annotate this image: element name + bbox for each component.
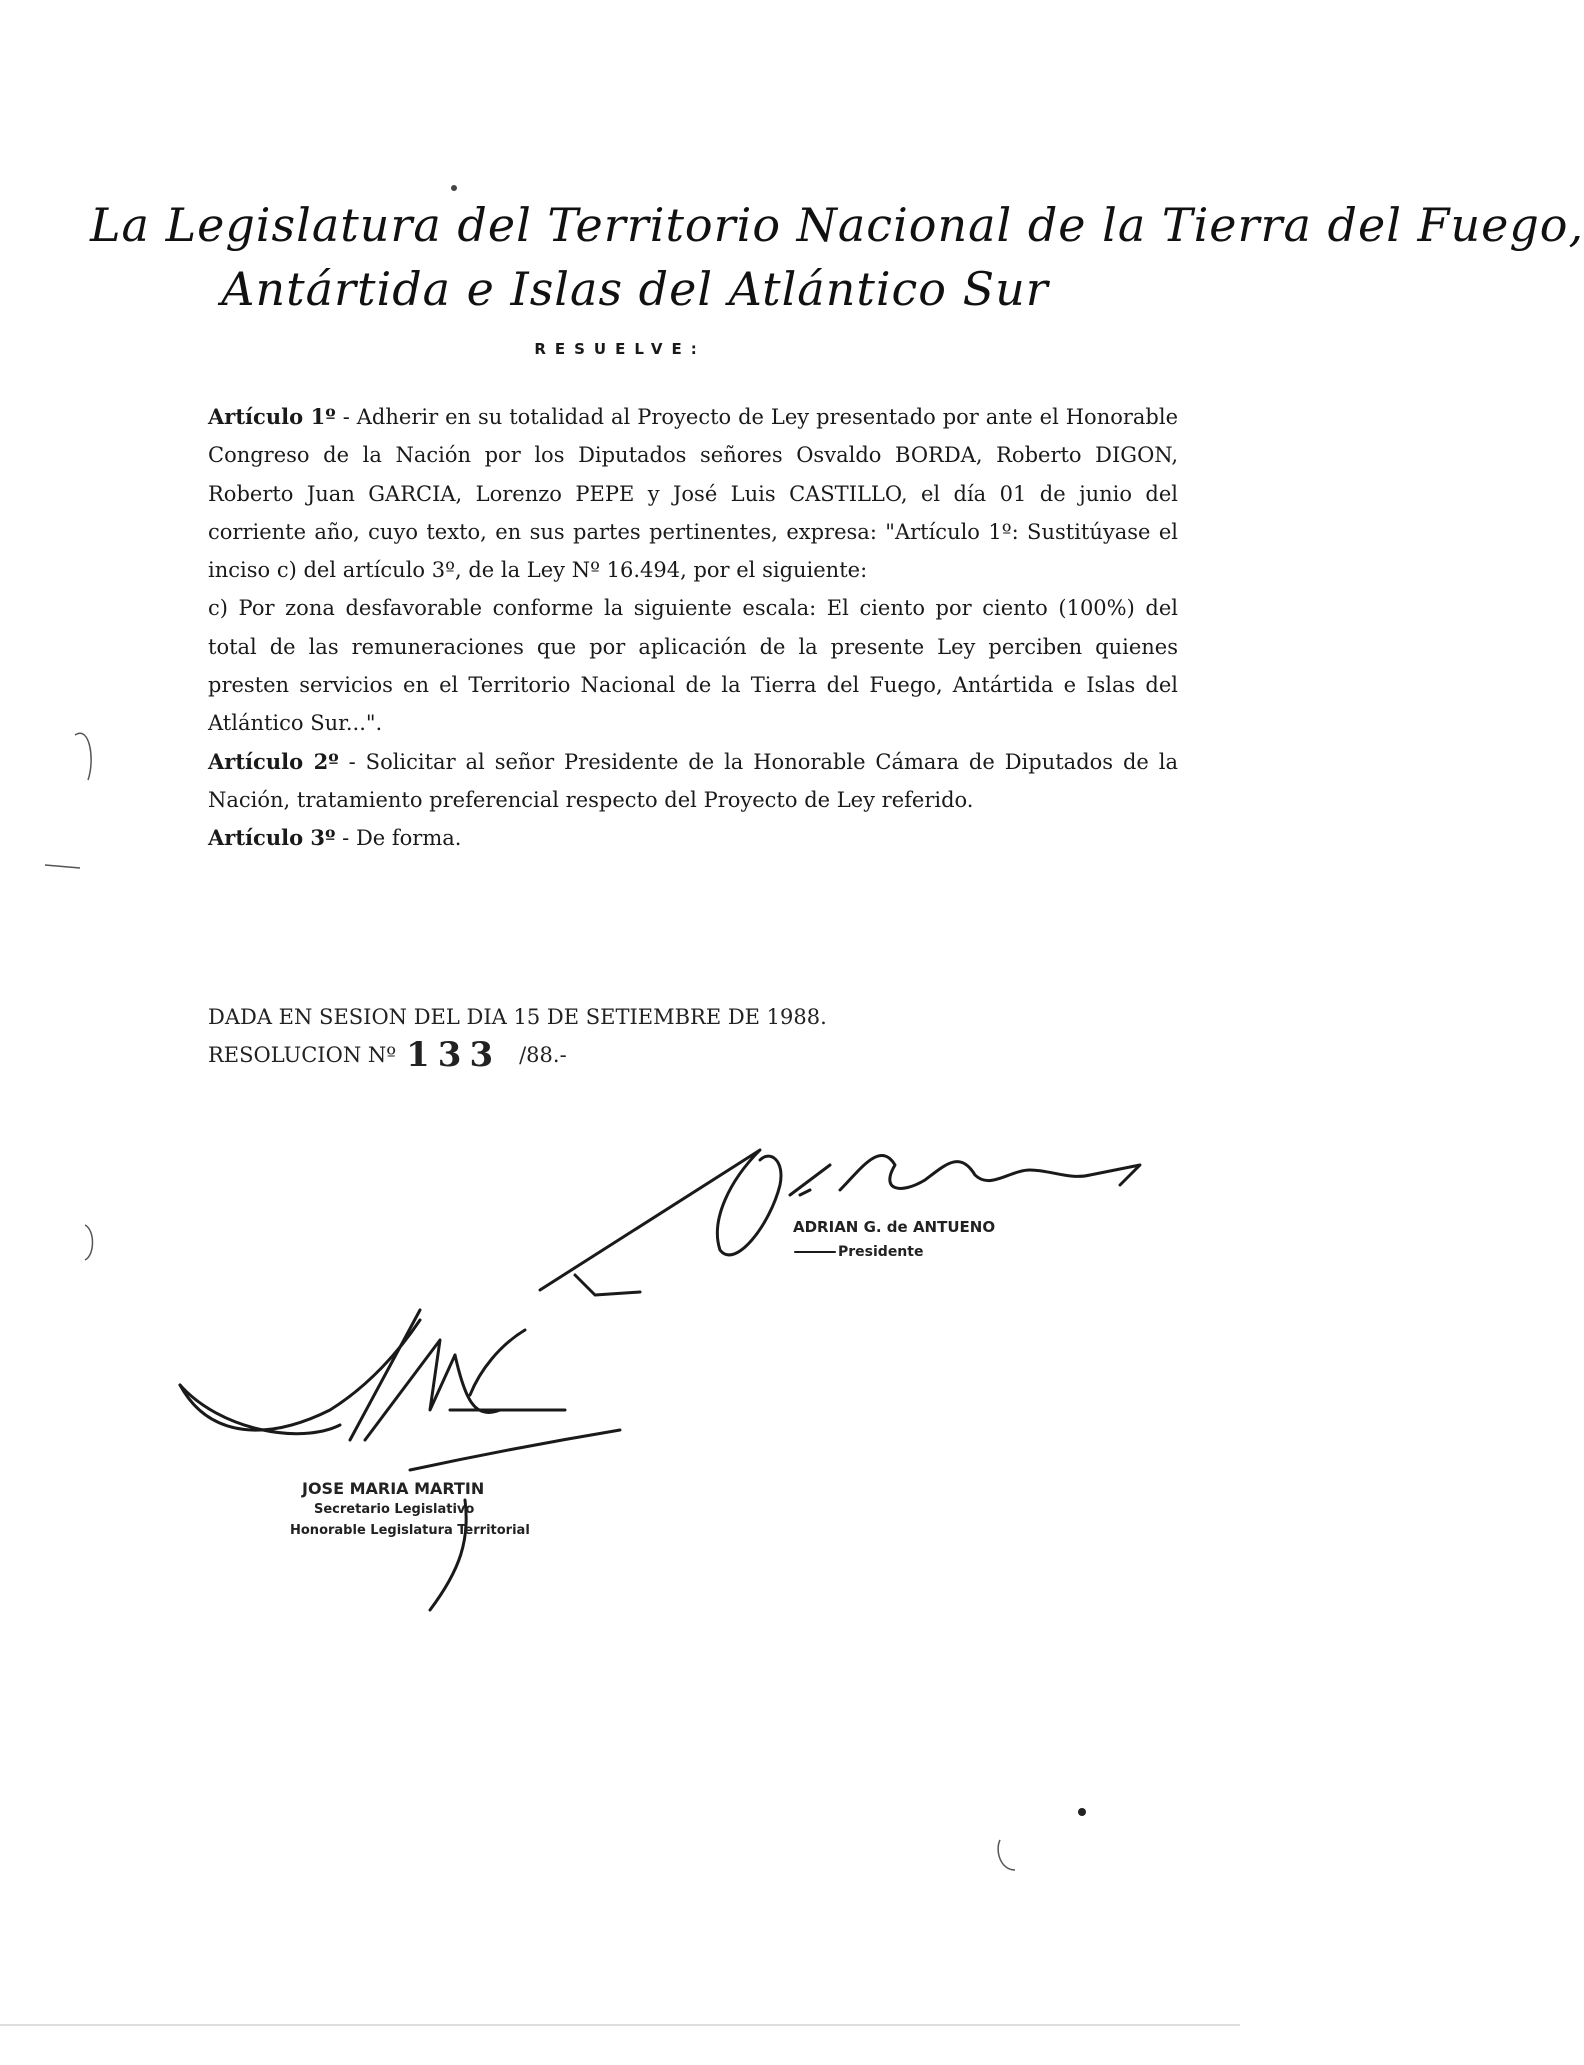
resolution-suffix: /88.- xyxy=(519,1043,567,1067)
article-1-inciso-c-text: c) Por zona desfavorable conforme la siguiente escala: El ciento por ciento (100%) del total de las remuneraciones que por aplicación de la presente Ley perciben quienes presten servicios en el Territorio Nacional de la Tierra del Fuego, Antártida e Islas del Atlántico Sur...". xyxy=(208,596,1178,736)
scan-artifacts xyxy=(0,733,1240,2025)
secretary-name: JOSE MARIA MARTIN xyxy=(302,1479,485,1498)
letterhead-line-1: La Legislatura del Territorio Nacional de la Tierra del Fuego, xyxy=(90,198,1584,252)
letterhead-line-2: Antártida e Islas del Atlántico Sur xyxy=(221,262,1049,316)
ink-dot xyxy=(1078,1808,1086,1816)
secretary-block xyxy=(290,1478,530,1541)
secretary-org: Honorable Legislatura Territorial xyxy=(290,1523,530,1538)
resolution-number: 133 xyxy=(406,1035,502,1075)
president-title: Presidente xyxy=(838,1244,924,1260)
article-1-text: - Adherir en su totalidad al Proyecto de Ley presentado por ante el Honorable Congreso de la Nación por los Diputados señores Osvaldo BORDA, Roberto DIGON, Roberto Juan GARCIA, Lorenzo PEPE y José Luis CASTILLO, el día 01 de junio del corriente año, cuyo texto, en sus partes pertinentes, expresa: "Artículo 1º: Sustitúyase el inciso c) del artículo 3º, de la Ley Nº 16.494, por el siguiente: xyxy=(208,405,1179,583)
resuelve-heading: RESUELVE: xyxy=(534,340,706,358)
article-1-label: Artículo 1º xyxy=(208,404,336,429)
article-2-label: Artículo 2º xyxy=(208,748,339,774)
ink-speck xyxy=(451,185,457,191)
president-name: ADRIAN G. de ANTUENO xyxy=(793,1218,996,1236)
session-date: DADA EN SESION DEL DIA 15 DE SETIEMBRE DE 1988. xyxy=(208,1005,827,1029)
resolution-prefix: RESOLUCION Nº xyxy=(208,1043,397,1067)
article-2-text: - Solicitar al señor Presidente de la Honorable Cámara de Diputados de la Nación, tratamiento preferencial respecto del Proyecto de Ley referido. xyxy=(208,749,1179,812)
article-3-text: - De forma. xyxy=(335,826,462,851)
article-3-label: Artículo 3º xyxy=(208,825,336,851)
secretary-title: Secretario Legislativo xyxy=(314,1502,475,1517)
secretary-signature xyxy=(180,1310,620,1610)
